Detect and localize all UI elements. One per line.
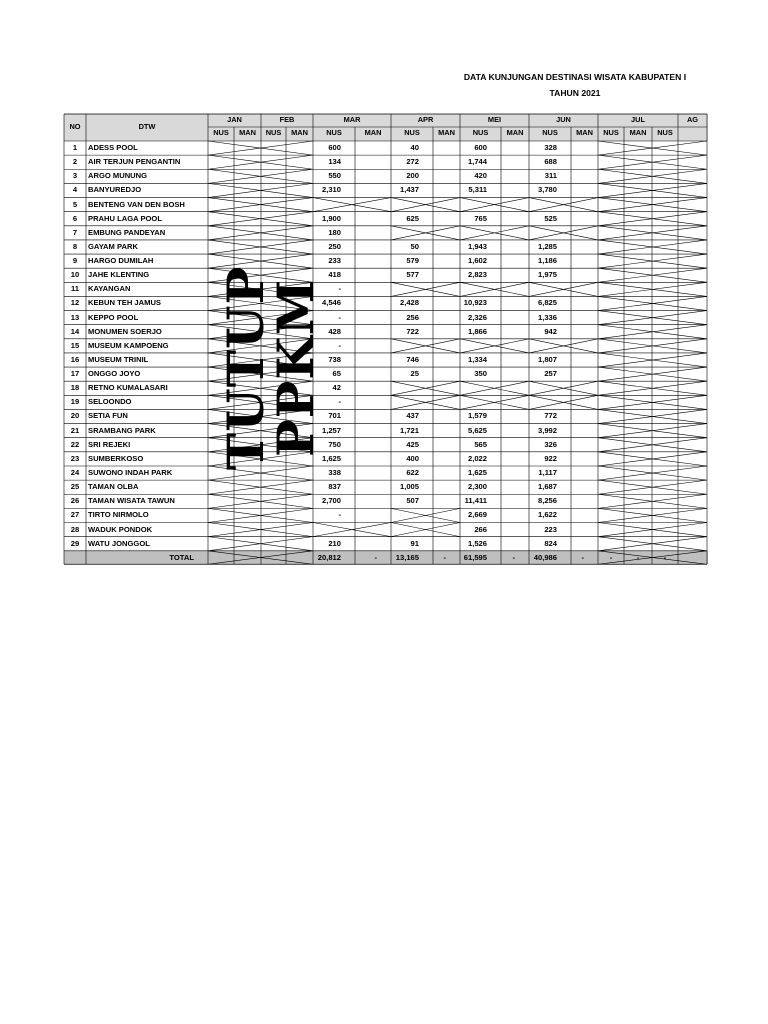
cell-apr-nus: 25 [410, 369, 419, 379]
cell-mei-nus: 765 [474, 213, 487, 223]
cell-apr-nus: 1,721 [399, 425, 419, 435]
cell-mar-nus: 1,900 [321, 213, 341, 223]
cell-mei-nus: 1,744 [467, 157, 487, 167]
row-destination: EMBUNG PANDEYAN [88, 227, 166, 237]
row-destination: RETNO KUMALASARI [88, 383, 168, 393]
row-number: 12 [70, 298, 80, 308]
cell-jun-nus: 922 [544, 453, 557, 463]
row-number: 29 [70, 538, 80, 548]
cell-mei-nus: 2,326 [467, 312, 487, 322]
header-subcol: MAN [576, 128, 593, 137]
row-number: 18 [70, 383, 80, 393]
cell-mar-nus: 600 [328, 143, 341, 152]
cell-mei-nus: 1,579 [467, 411, 487, 421]
total-apr-man: - [443, 552, 446, 562]
report-title: DATA KUNJUNGAN DESTINASI WISATA KABUPATEN I [463, 72, 687, 82]
cell-mei-nus: 1,943 [467, 241, 487, 251]
row-destination: ARGO MUNUNG [88, 171, 148, 181]
total-jul-nus: - [609, 552, 613, 562]
row-number: 23 [70, 453, 80, 463]
cell-jun-nus: 688 [544, 157, 557, 167]
row-number: 7 [72, 227, 78, 237]
cell-mar-nus: 428 [328, 326, 341, 336]
row-destination: HARGO DUMILAH [88, 256, 154, 266]
row-number: 14 [70, 326, 80, 336]
row-destination: PRAHU LAGA POOL [88, 213, 162, 223]
cell-mei-nus: 2,669 [467, 510, 487, 520]
cell-jun-nus: 1,117 [538, 467, 557, 477]
header-subcol: MAN [364, 128, 382, 137]
row-destination: SUMBERKOSO [88, 453, 144, 463]
closure-stamp: TUTUP PPKM [216, 265, 325, 471]
header-subcol: NUS [542, 128, 558, 137]
row-number: 4 [72, 185, 78, 195]
header-subcol: MAN [629, 128, 647, 137]
row-destination: KAYANGAN [88, 284, 131, 294]
row-destination: SRI REJEKI [88, 439, 131, 449]
cell-jun-nus: 328 [544, 143, 557, 152]
total-aug-nus: - [663, 552, 667, 562]
cell-mar-nus: 4,546 [321, 298, 341, 308]
cell-mar-nus: 210 [328, 538, 341, 548]
cell-mei-nus: 5,311 [468, 185, 487, 195]
row-number: 21 [70, 425, 80, 435]
header-month: APR [417, 115, 434, 124]
row-number: 25 [70, 482, 80, 492]
cell-mar-nus: 1,625 [321, 453, 341, 463]
cell-mei-nus: 2,022 [467, 453, 487, 463]
cell-mar-nus: 180 [328, 227, 341, 237]
row-number: 24 [70, 467, 80, 477]
header-subcol: NUS [213, 128, 229, 137]
cell-apr-nus: 91 [410, 538, 419, 548]
cell-jun-nus: 942 [544, 326, 557, 336]
cell-jun-nus: 525 [544, 213, 557, 223]
row-number: 9 [72, 256, 78, 266]
cell-mar-nus: 1,257 [321, 425, 341, 435]
cell-jun-nus: 1,687 [537, 482, 557, 492]
cell-mar-nus: 550 [328, 171, 341, 181]
cell-mar-nus: 418 [328, 270, 341, 280]
total-mei-man: - [512, 552, 515, 562]
cell-apr-nus: 200 [406, 171, 419, 181]
row-destination: GAYAM PARK [88, 241, 138, 251]
header-subcol: MAN [239, 128, 256, 137]
row-number: 6 [72, 213, 78, 223]
cell-mar-nus: 233 [328, 256, 341, 266]
row-destination: WATU JONGGOL [88, 538, 150, 548]
cell-jun-nus: 1,336 [537, 312, 557, 322]
cell-apr-nus: 2,428 [399, 298, 419, 308]
row-destination: ADESS POOL [88, 143, 138, 152]
cell-apr-nus: 400 [406, 453, 419, 463]
cell-jun-nus: 257 [544, 369, 557, 379]
row-destination: MONUMEN SOERJO [88, 326, 162, 336]
cell-apr-nus: 746 [406, 354, 419, 364]
cell-mei-nus: 2,300 [467, 482, 487, 492]
cell-mar-nus: - [338, 340, 341, 350]
cell-jun-nus: 824 [544, 538, 557, 548]
row-number: 26 [70, 496, 80, 506]
header-subcol: MAN [438, 128, 455, 137]
cell-mar-nus: 738 [328, 354, 341, 364]
row-number: 8 [72, 241, 78, 251]
header-month: JUL [631, 115, 645, 124]
row-number: 11 [70, 284, 80, 294]
cell-apr-nus: 722 [406, 326, 419, 336]
header-dtw: DTW [138, 122, 156, 131]
cell-jun-nus: 1,186 [537, 256, 557, 266]
total-mar-nus: 20,812 [317, 552, 341, 562]
row-number: 17 [70, 369, 80, 379]
cell-mar-nus: 701 [328, 411, 341, 421]
row-number: 5 [72, 199, 78, 209]
cell-apr-nus: 272 [406, 157, 419, 167]
cell-mei-nus: 1,602 [467, 256, 487, 266]
cell-apr-nus: 1,437 [399, 185, 419, 195]
cell-jun-nus: 311 [544, 171, 557, 181]
cell-apr-nus: 507 [406, 496, 419, 506]
header-month: FEB [279, 115, 295, 124]
row-number: 22 [70, 439, 80, 449]
report-year: TAHUN 2021 [549, 88, 601, 98]
row-destination: KEBUN TEH JAMUS [88, 298, 161, 308]
header-subcol: NUS [265, 128, 282, 137]
cell-mar-nus: - [338, 510, 341, 520]
row-number: 13 [70, 312, 80, 322]
cell-mar-nus: 134 [328, 157, 341, 167]
cell-mei-nus: 266 [474, 524, 487, 534]
row-number: 16 [70, 354, 80, 364]
cell-mei-nus: 10,923 [463, 298, 487, 308]
cell-apr-nus: 1,005 [399, 482, 419, 492]
cell-mar-nus: 42 [332, 383, 341, 393]
row-number: 19 [70, 397, 80, 407]
cell-jun-nus: 1,622 [537, 510, 557, 520]
row-destination: MUSEUM KAMPOENG [88, 340, 169, 350]
header-month: MAR [343, 115, 361, 124]
cell-apr-nus: 579 [406, 256, 419, 266]
row-destination: SRAMBANG PARK [88, 425, 156, 435]
row-destination: SETIA FUN [88, 411, 128, 421]
cell-mar-nus: 2,310 [321, 185, 341, 195]
cell-apr-nus: 625 [406, 213, 419, 223]
row-destination: WADUK PONDOK [88, 524, 153, 534]
header-subcol: NUS [603, 128, 619, 137]
cell-mei-nus: 420 [474, 171, 487, 181]
cell-apr-nus: 622 [406, 467, 419, 477]
row-number: 3 [72, 171, 78, 181]
cell-jun-nus: 3,992 [537, 425, 557, 435]
cell-mei-nus: 565 [474, 439, 487, 449]
row-destination: JAHE KLENTING [88, 270, 150, 280]
cell-mei-nus: 1,526 [467, 538, 487, 548]
total-mei-nus: 61,595 [463, 552, 487, 562]
cell-apr-nus: 256 [406, 312, 419, 322]
row-destination: KEPPO POOL [88, 312, 139, 322]
header-month: JAN [227, 115, 242, 124]
cell-apr-nus: 425 [406, 439, 419, 449]
cell-mei-nus: 350 [474, 369, 487, 379]
cell-mei-nus: 2,823 [467, 270, 487, 280]
header-subcol: MAN [291, 128, 308, 137]
cell-mar-nus: 750 [328, 439, 341, 449]
row-destination: SUWONO INDAH PARK [88, 467, 173, 477]
cell-mar-nus: 837 [328, 482, 341, 492]
cell-jun-nus: 326 [544, 439, 557, 449]
header-month: MEI [487, 115, 502, 124]
total-jun-nus: 40,986 [533, 552, 557, 562]
cell-jun-nus: 3,780 [537, 185, 557, 195]
row-destination: MUSEUM TRINIL [88, 354, 149, 364]
cell-jun-nus: 1,807 [537, 354, 557, 364]
total-label: TOTAL [169, 552, 194, 562]
header-no: NO [69, 122, 81, 131]
row-number: 20 [70, 411, 80, 421]
cell-mar-nus: 250 [328, 241, 341, 251]
row-number: 10 [70, 270, 80, 280]
row-destination: BANYUREDJO [88, 185, 142, 195]
cell-mei-nus: 1,625 [467, 467, 487, 477]
cell-mei-nus: 1,334 [467, 354, 487, 364]
header-subcol: NUS [404, 128, 420, 137]
row-destination: BENTENG VAN DEN BOSH [88, 199, 185, 209]
row-number: 28 [70, 524, 80, 534]
row-destination: TIRTO NIRMOLO [88, 510, 149, 520]
cell-mar-nus: - [338, 284, 341, 294]
row-number: 1 [72, 143, 78, 152]
row-destination: TAMAN OLBA [88, 482, 139, 492]
row-number: 2 [72, 157, 78, 167]
cell-mei-nus: 11,411 [464, 496, 487, 506]
cell-mei-nus: 600 [474, 143, 487, 152]
total-apr-nus: 13,165 [395, 552, 419, 562]
cell-mar-nus: - [338, 312, 341, 322]
cell-jun-nus: 1,285 [537, 241, 557, 251]
cell-jun-nus: 6,825 [537, 298, 557, 308]
cell-jun-nus: 1,975 [537, 270, 557, 280]
header-subcol: NUS [472, 128, 489, 137]
row-destination: AIR TERJUN PENGANTIN [88, 157, 181, 167]
row-destination: ONGGO JOYO [88, 369, 141, 379]
cell-apr-nus: 577 [406, 270, 419, 280]
cell-apr-nus: 437 [406, 411, 419, 421]
row-destination: SELOONDO [88, 397, 132, 407]
total-jul-man: - [636, 552, 640, 562]
cell-jun-nus: 8,256 [537, 496, 557, 506]
row-destination: TAMAN WISATA TAWUN [88, 496, 175, 506]
cell-apr-nus: 50 [410, 241, 419, 251]
cell-mar-nus: - [338, 397, 341, 407]
header-subcol: MAN [506, 128, 524, 137]
cell-mar-nus: 338 [328, 467, 341, 477]
cell-mei-nus: 1,866 [467, 326, 487, 336]
cell-mar-nus: 65 [332, 369, 341, 379]
total-jun-man: - [581, 552, 584, 562]
cell-mar-nus: 2,700 [321, 496, 341, 506]
row-number: 27 [70, 510, 80, 520]
header-subcol: NUS [326, 128, 342, 137]
total-mar-man: - [374, 552, 377, 562]
header-subcol: NUS [657, 128, 673, 137]
cell-apr-nus: 40 [410, 143, 419, 152]
cell-jun-nus: 772 [544, 411, 557, 421]
cell-jun-nus: 223 [544, 524, 557, 534]
cell-mei-nus: 5,625 [467, 425, 487, 435]
row-number: 15 [70, 340, 80, 350]
header-month: JUN [556, 115, 571, 124]
header-month: AG [686, 115, 699, 124]
